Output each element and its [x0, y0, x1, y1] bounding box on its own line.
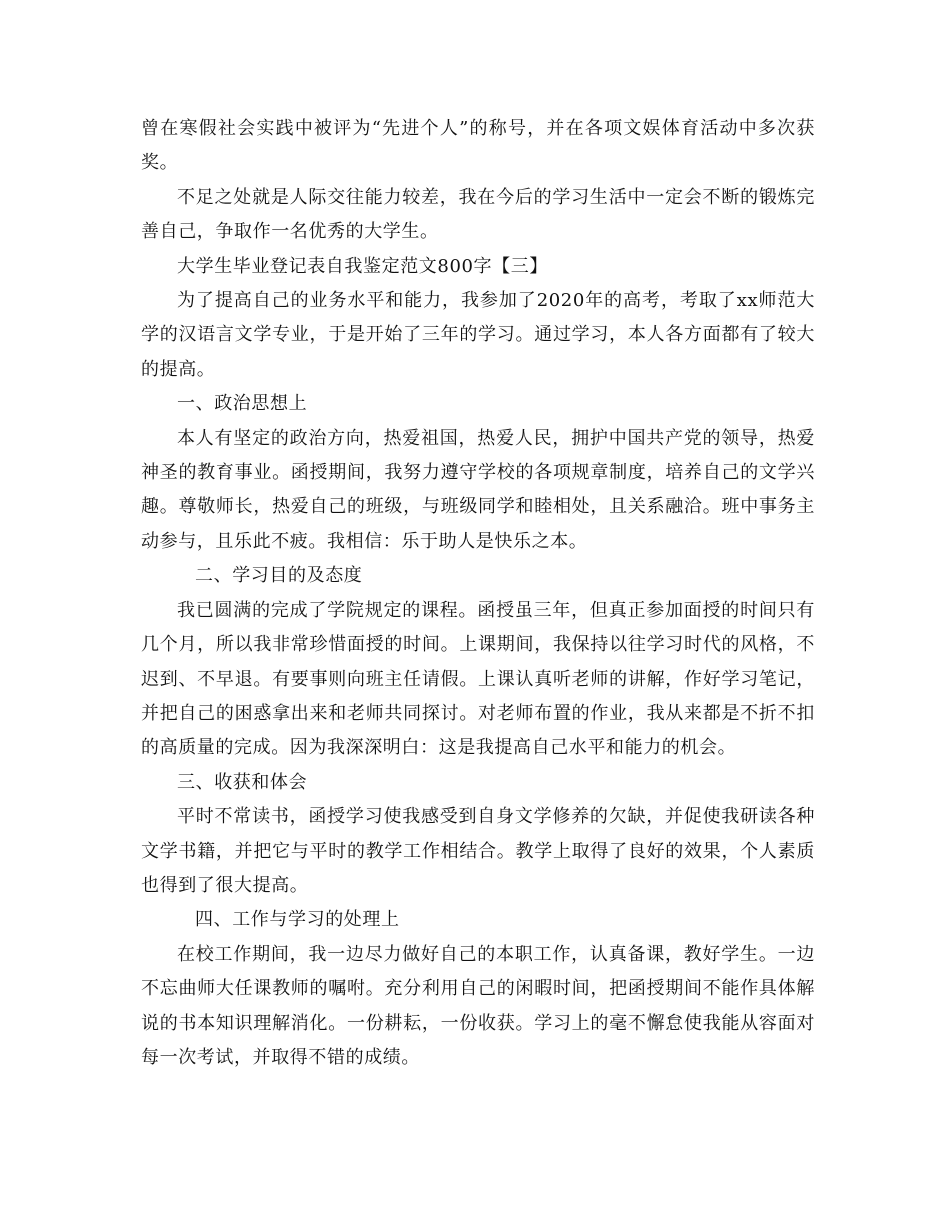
document-body	[141, 112, 815, 1075]
heading-politics: 一、政治思想上	[177, 393, 308, 415]
paragraph-shortcomings: 不足之处就是人际交往能力较差，我在今后的学习生活中一定会不断的锻炼完善自己，争取作一名优秀的大学生。	[141, 186, 815, 243]
paragraph-study-purpose: 我已圆满的完成了学院规定的课程。函授虽三年，但真正参加面授的时间只有几个月，所以我非常珍惜面授的时间。上课期间，我保持以往学习时代的风格，不迟到、不早退。有要事则向班主任请假。上课认真听老师的讲解，作好学习笔记，并把自己的困惑拿出来和老师共同探讨。对老师布置的作业，我从来都是不折不扣的高质量的完成。因为我深深明白：这是我提高自己水平和能力的机会。	[141, 599, 815, 759]
paragraph-gains: 平时不常读书，函授学习使我感受到自身文学修养的欠缺，并促使我研读各种文学书籍，并把它与平时的教学工作相结合。教学上取得了良好的效果，个人素质也得到了很大提高。	[141, 806, 815, 896]
paragraph-politics: 本人有坚定的政治方向，热爱祖国，热爱人民，拥护中国共产党的领导，热爱神圣的教育事业。函授期间，我努力遵守学校的各项规章制度，培养自己的文学兴趣。尊敬师长，热爱自己的班级，与班级同学和睦相处，且关系融洽。班中事务主动参与，且乐此不疲。我相信：乐于助人是快乐之本。	[141, 427, 815, 552]
paragraph-intro: 为了提高自己的业务水平和能力，我参加了2020年的高考，考取了xx师范大学的汉语言文学专业，于是开始了三年的学习。通过学习，本人各方面都有了较大的提高。	[141, 290, 815, 380]
paragraph-continuation: 曾在寒假社会实践中被评为“先进个人”的称号，并在各项文娱体育活动中多次获奖。	[141, 118, 815, 174]
section-title: 大学生毕业登记表自我鉴定范文800字【三】	[177, 255, 548, 277]
paragraph-work-study: 在校工作期间，我一边尽力做好自己的本职工作，认真备课，教好学生。一边不忘曲师大任课教师的嘱咐。充分利用自己的闲暇时间，把函授期间不能作具体解说的书本知识理解消化。一份耕耘，一份收获。学习上的毫不懈怠使我能从容面对每一次考试，并取得不错的成绩。	[141, 943, 815, 1068]
heading-work-study: 四、工作与学习的处理上	[195, 909, 400, 931]
heading-gains: 三、收获和体会	[177, 771, 308, 793]
heading-study-purpose: 二、学习目的及态度	[195, 565, 363, 587]
